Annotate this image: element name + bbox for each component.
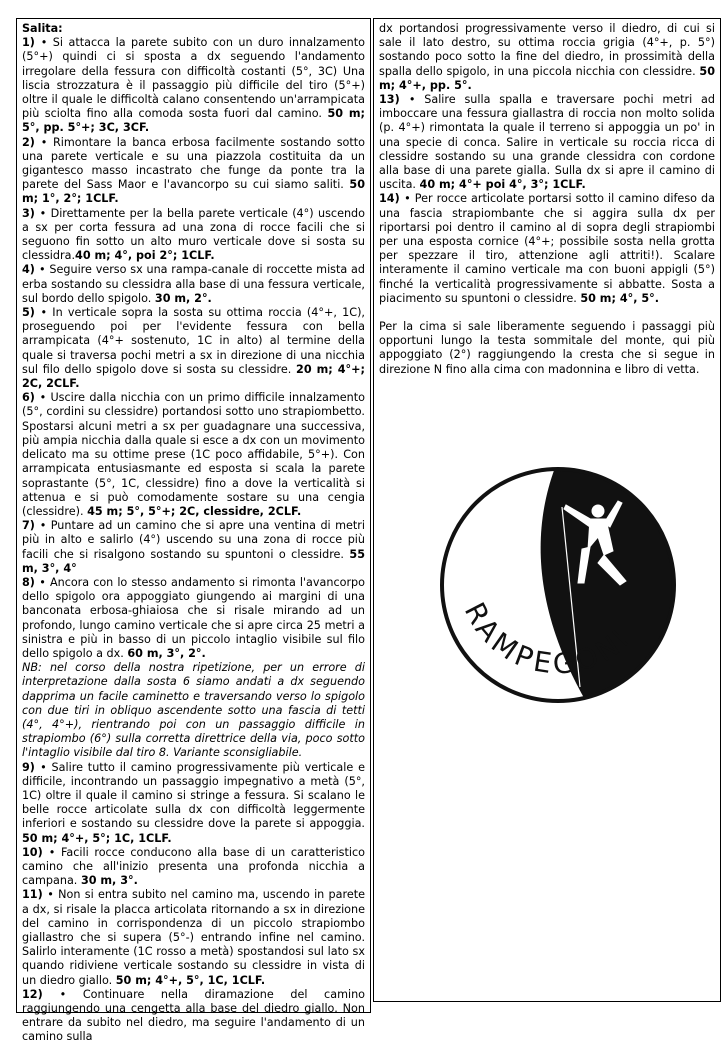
pitch-14: 14) • Per rocce articolate portarsi sotto il camino difeso da una fascia strapiombante che si aggira sulla dx per riportarsi poi dentro il camino al di sopra degli strapiombi per una esposta cornice (4°+; possibile sosta nella grotta per spezzare il tiro, attenzione agli attriti!). Scalare interamente il camino verticale ma con buoni appigli (5°) finché la verticalità progressivamente si abbatte. Sosta a piacimento su spuntoni o clessidre. 50 m; 4°, 5°. bbox=[379, 192, 716, 305]
pitch-11-grade: 50 m; 4°+, 5°, 1C, 1CLF. bbox=[115, 973, 266, 987]
pitch-9-grade: 50 m; 4°+, 5°; 1C, 1CLF. bbox=[22, 831, 172, 845]
summit-description: Per la cima si sale liberamente seguendo i passaggi più opportuni lungo la testa sommitale del monte, qui più appoggiato (2°) raggiungendo la cresta che si segue in direzione N fino alla cima con madonnina e libro di vetta. bbox=[379, 320, 715, 376]
pitch-11: 11) • Non si entra subito nel camino ma, uscendo in parete a dx, si risale la placca articolata ritornando a sx in direzione del camino in corrispondenza di un piccolo strapiombo giallastro che si supera (5°-) entrando infine nel camino. Salirlo interamente (1C rosso a metà) spostandosi sul lato sx quando ridiviene verticale sostando su clessidre in vista di un diedro giallo. 50 m; 4°+, 5°, 1C, 1CLF. bbox=[22, 888, 365, 987]
logo-text: RAMPEGONI bbox=[457, 597, 639, 681]
pitch-12-continued bbox=[379, 22, 715, 93]
pitch-6: 6) • Uscire dalla nicchia con un primo difficile innalzamento (5°, cordini su clessidre) portandosi sotto uno strapiombetto. Spostarsi alcuni metri a sx per guadagnare una successiva, più ampia nicchia dalla quale si esce a dx con un movimento delicato ma su ottime prese (1C poco affidabile, 5°+). Con arrampicata entusiasmante ed esposta si scala la parete soprastante (5°, 1C, clessidre) fino a dove la verticalità si attenua e si può comodamente sostare su una cengia (clessidre). 45 m; 5°, 5°+; 2C, clessidre, 2CLF. bbox=[22, 391, 365, 518]
pitch-12: 12) • Continuare nella diramazione del camino raggiungendo una cengetta alla base del diedro giallo. Non entrare da subito nel diedro, ma seguire l'andamento di un camino sulla bbox=[22, 987, 366, 1044]
pitch-10-grade: 30 m, 3°. bbox=[80, 874, 138, 888]
pitch-5-grade: 20 m; 4°+; 2C, 2CLF. bbox=[22, 362, 366, 391]
pitch-2: 2) • Rimontare la banca erbosa facilmente sostando sotto una parete verticale e su una piazzola costituita da un gigantesco masso incastrato che funge da ponte tra la parete del Sass Maor e l'avancorpo su cui siamo saliti. 50 m; 1°, 2°; 1CLF. bbox=[22, 135, 365, 206]
pitch-10-text: • Facili rocce conducono alla base di un caratteristico camino che all'inizio presenta una profonda nicchia a campana. bbox=[22, 845, 366, 888]
pitch-6-text: • Uscire dalla nicchia con un primo difficile innalzamento (5°, cordini su clessidre) portandosi sotto uno strapiombetto. Spostarsi alcuni metri a sx per guadagnare una successiva, più ampia nicchia dalla quale si esce a dx con un movimento delicato ma su ottime prese (1C poco affidabile, 5°+). Con arrampicata entusiasmante ed esposta si scala la parete soprastante (5°, 1C, clessidre) fino a dove la verticalità si attenua e si può comodamente sostare su una cengia (clessidre). bbox=[22, 391, 365, 518]
pitch-5-text: • In verticale sopra la sosta su ottima roccia (4°+, 1C), proseguendo poi per l'evidente fessura con bella arrampicata (4°+ sostenuto, 1C in alto) al termine della quale si traversa pochi metri a sx in direzione di una nicchia sul filo dello spigolo dove si sosta su clessidre. bbox=[22, 306, 365, 376]
pitch-4-text: • Seguire verso sx una rampa-canale di roccette mista ad erba sostando su clessidra alla base di una fessura verticale, sul bordo dello spigolo. bbox=[22, 263, 365, 305]
pitch-3: 3) • Direttamente per la bella parete verticale (4°) uscendo a sx per corta fessura ad una zona di rocce facili che si seguono fin sotto un alto muro verticale dove si sosta su clessidra.40 m; 4°, poi 2°; 1CLF. bbox=[22, 206, 365, 263]
climber-logo-icon bbox=[438, 465, 678, 705]
pitch-6-grade: 45 m; 5°, 5°+; 2C, clessidre, 2CLF. bbox=[87, 504, 302, 518]
left-column bbox=[16, 18, 371, 1044]
variant-note: NB: nel corso della nostra ripetizione, per un errore di interpretazione dalla sosta 6 siamo andati a dx seguendo dapprima un facile caminetto e traversando verso lo spigolo con due tiri in obliquo ascendente sotto una fascia di tetti (4°, 4°+), rientrando poi con un passaggio difficile in strapiombo (6°) sulla corretta direttrice della via, poco sotto l'intaglio visibile dal tiro 8. Variante sconsigliabile. bbox=[22, 661, 365, 760]
pitch-4: 4) • Seguire verso sx una rampa-canale di roccette mista ad erba sostando su clessidra alla base di una fessura verticale, sul bordo dello spigolo. 30 m, 2°. bbox=[22, 263, 365, 305]
pitch-9-text: • Salire tutto il camino progressivamente più verticale e difficile, incontrando un passaggio impegnativo a metà (5°, 1C) oltre il quale il camino si stringe a fessura. Si scalano le belle rocce articolate sulla dx con difficoltà leggermente inferiori e sostando su clessidre dove la parete si appoggia. bbox=[22, 760, 365, 831]
pitch-9: 9) • Salire tutto il camino progressivamente più verticale e difficile, incontrando un passaggio impegnativo a metà (5°, 1C) oltre il quale il camino si stringe a fessura. Si scalano le belle rocce articolate sulla dx con difficoltà leggermente inferiori e sostando su clessidre dove la parete si appoggia. 50 m; 4°+, 5°; 1C, 1CLF. bbox=[22, 760, 365, 845]
pitch-12-text: • Continuare nella diramazione del camino raggiungendo una cengetta alla base del diedro giallo. Non entrare da subito nel diedro, ma seguire l'andamento di un camino sulla bbox=[22, 987, 366, 1044]
pitch-2-grade: 50 m; 1°, 2°; 1CLF. bbox=[22, 178, 365, 206]
pitch-8: 8) • Ancora con lo stesso andamento si rimonta l'avancorpo dello spigolo ora appoggiato giungendo ai margini di una banconata erbosa-ghiaiosa che si risale mirando ad un profondo, lungo camino verticale che si apre circa 25 metri a sinistra e più in basso di un piccolo intaglio visibile sul filo dello spigolo a dx. 60 m, 3°, 2°. bbox=[22, 575, 365, 660]
pitch-5: 5) • In verticale sopra la sosta su ottima roccia (4°+, 1C), proseguendo poi per l'evidente fessura con bella arrampicata (4°+ sostenuto, 1C in alto) al termine della quale si traversa pochi metri a sx in direzione di una nicchia sul filo dello spigolo dove si sosta su clessidre. 20 m; 4°+; 2C, 2CLF. bbox=[22, 306, 366, 391]
pitch-14-text: • Per rocce articolate portarsi sotto il camino difeso da una fascia strapiombante che si aggira sulla dx per riportarsi poi dentro il camino al di sopra degli strapiombi per una esposta cornice (4°+; possibile sosta nella grotta per spezzare il tiro, attenzione agli attriti!). Scalare interamente il camino verticale ma con buoni appigli (5°) finché la verticalità progressivamente si abbatte. Sosta a piacimento su spuntoni o clessidre. bbox=[379, 192, 716, 305]
section-heading: Salita: bbox=[22, 22, 63, 35]
pitch-3-grade: 40 m; 4°, poi 2°; 1CLF. bbox=[75, 249, 215, 263]
pitch-13-text: • Salire sulla spalla e traversare pochi metri ad imboccare una fessura giallastra di roccia non molto solida (p. 4°+) rimontata la quale il terreno si appoggia un po' in una specie di conca. Salire in verticale su roccia ricca di clessidre sostando su una grande clessidra con cordone alla base di una parete gialla. Sulla dx si apre il camino di uscita. bbox=[379, 93, 715, 192]
pitch-8-text: • Ancora con lo stesso andamento si rimonta l'avancorpo dello spigolo ora appoggiato giungendo ai margini di una banconata erbosa-ghiaiosa che si risale mirando ad un profondo, lungo camino verticale che si apre circa 25 metri a sinistra e più in basso di un piccolo intaglio visibile sul filo dello spigolo a dx. bbox=[22, 575, 365, 660]
pitch-7-text: • Puntare ad un camino che si apre una ventina di metri più in alto e salirlo (4°) uscendo su una zona di rocce più facili che si risalgono sostando su spuntoni o clessidre. bbox=[22, 519, 365, 561]
pitch-1-text: • Si attacca la parete subito con un duro innalzamento (5°+) quindi ci si sposta a dx seguendo l'andamento irregolare della fessura con difficoltà costanti (5°, 3C) Una liscia strozzatura è il passaggio più difficile del tiro (5°+) oltre il quale le difficoltà calano consentendo un'arrampicata più sciolta fino alla comoda sosta fuori dal camino. bbox=[22, 36, 365, 121]
pitch-13: 13) • Salire sulla spalla e traversare pochi metri ad imboccare una fessura giallastra di roccia non molto solida (p. 4°+) rimontata la quale il terreno si appoggia un po' in una specie di conca. Salire in verticale su roccia ricca di clessidre sostando su una grande clessidra con cordone alla base di una parete gialla. Sulla dx si apre il camino di uscita. 40 m; 4°+ poi 4°, 3°; 1CLF. bbox=[379, 93, 715, 192]
pitch-7-grade: 55 m, 3°, 4° bbox=[22, 547, 365, 575]
pitch-8-grade: 60 m, 3°, 2°. bbox=[127, 646, 206, 660]
pitch-10: 10) • Facili rocce conducono alla base di un caratteristico camino che all'inizio presenta una profonda nicchia a campana. 30 m, 3°. bbox=[22, 845, 366, 888]
pitch-1: 1) • Si attacca la parete subito con un duro innalzamento (5°+) quindi ci si sposta a dx seguendo l'andamento irregolare della fessura con difficoltà costanti (5°, 3C) Una liscia strozzatura è il passaggio più difficile del tiro (5°+) oltre il quale le difficoltà calano consentendo un'arrampicata più sciolta fino alla comoda sosta fuori dal camino. 50 m; 5°, pp. 5°+; 3C, 3CF. bbox=[22, 36, 365, 135]
pitch-2-text: • Rimontare la banca erbosa facilmente sostando sotto una parete verticale e su una piazzola costituita da un gigantesco masso incastrato che funge da ponte tra la parete del Sass Maor e l'avancorpo su cui siamo saliti. bbox=[22, 135, 365, 192]
pitch-12-grade: 50 m; 4°+, pp. 5°. bbox=[379, 64, 715, 92]
pitch-13-grade: 40 m; 4°+ poi 4°, 3°; 1CLF. bbox=[419, 178, 586, 192]
pitch-11-text: • Non si entra subito nel camino ma, uscendo in parete a dx, si risale la placca articolata ritornando a sx in direzione del camino in corrispondenza di un piccolo strapiombo giallastro che si supera (5°-) entrando infine nel camino. Salirlo interamente (1C rosso a metà) spostandosi sul lato sx quando ridiviene verticale sostando su clessidre in vista di un diedro giallo. bbox=[22, 888, 365, 987]
pitch-12-cont-text: dx portandosi progressivamente verso il diedro, di cui si sale il lato destro, su ottima roccia grigia (4°+, p. 5°) sostando poco sotto la fine del diedro, in prossimità della spalla dello spigolo, in una piccola nicchia con clessidre. bbox=[379, 22, 715, 78]
rampegoni-logo bbox=[438, 465, 678, 705]
pitch-3-text: • Direttamente per la bella parete verticale (4°) uscendo a sx per corta fessura ad una zona di rocce facili che si seguono fin sotto un alto muro verticale dove si sosta su clessidra. bbox=[22, 206, 365, 263]
pitch-7: 7) • Puntare ad un camino che si apre una ventina di metri più in alto e salirlo (4°) uscendo su una zona di rocce più facili che si risalgono sostando su spuntoni o clessidre. 55 m, 3°, 4° bbox=[22, 519, 365, 575]
pitch-1-grade: 50 m; 5°, pp. 5°+; 3C, 3CF. bbox=[22, 107, 365, 135]
pitch-14-grade: 50 m; 4°, 5°. bbox=[580, 291, 659, 305]
pitch-4-grade: 30 m, 2°. bbox=[154, 291, 212, 305]
